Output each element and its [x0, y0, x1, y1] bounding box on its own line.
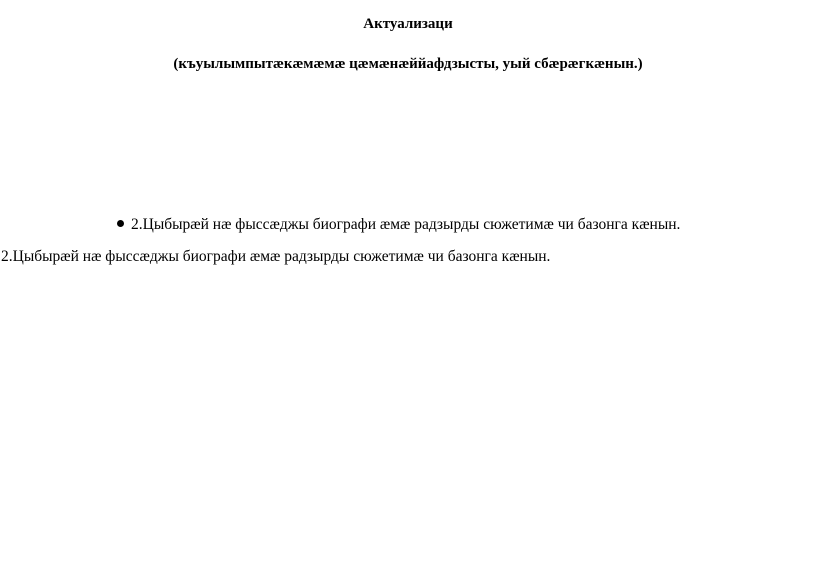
plain-text-line: 2.Цыбырæй нæ фыссæджы биографи æмæ радзырды сюжетимæ чи базонга кæнын.: [1, 248, 551, 265]
bullet-icon: [117, 220, 124, 227]
bullet-list-item: [117, 214, 680, 236]
bullet-item-text: 2.Цыбырæй нæ фыссæджы биографи æмæ радзырды сюжетимæ чи базонга кæнын.: [131, 216, 681, 233]
document-subtitle: (къуылымпытæкæмæмæ цæмæнæййафдзысты, уый сбæрæгкæнын.): [173, 56, 643, 72]
document-title: Актуализаци: [363, 16, 453, 32]
